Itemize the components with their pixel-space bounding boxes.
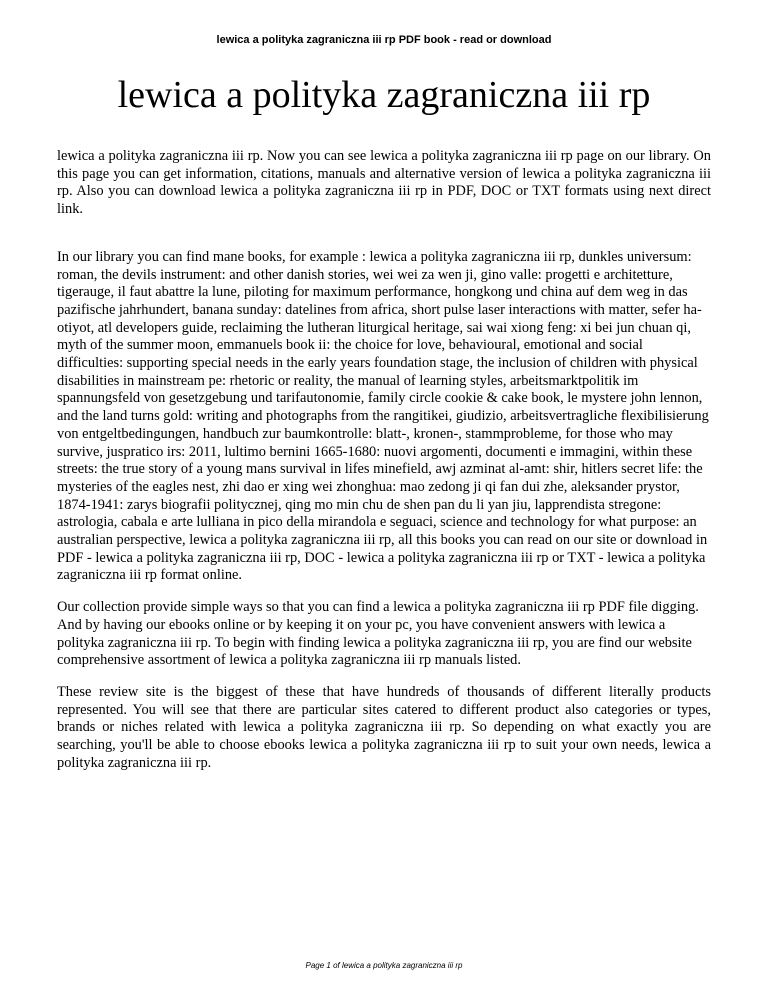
intro-paragraph: lewica a polityka zagraniczna iii rp. Now you can see lewica a polityka zagraniczna iii rp page on our library. On this page you can get information, citations, manuals and alternative version of lewica a polityka zagraniczna iii rp. Also you can download lewica a polityka zagraniczna iii rp in PDF, DOC or TXT formats using next direct link.	[57, 148, 711, 218]
page-header: lewica a polityka zagraniczna iii rp PDF book - read or download	[216, 34, 552, 46]
review-paragraph: These review site is the biggest of these that have hundreds of thousands of different literally products represented. You will see that there are particular sites catered to different product also categories or types, brands or niches related with lewica a polityka zagraniczna iii rp. So depending on what exactly you are searching, you'll be able to choose ebooks lewica a polityka zagraniczna iii rp to suit your own needs, lewica a polityka zagraniczna iii rp.	[57, 683, 711, 771]
document-body	[57, 148, 711, 787]
collection-paragraph: Our collection provide simple ways so that you can find a lewica a polityka zagraniczna iii rp PDF file digging. And by having our ebooks online or by keeping it on your pc, you have convenient answers with lewica a polityka zagraniczna iii rp. To begin with finding lewica a polityka zagraniczna iii rp, you are find our website comprehensive assortment of lewica a polityka zagraniczna iii rp manuals listed.	[57, 599, 699, 669]
page-footer: Page 1 of lewica a polityka zagraniczna iii rp	[305, 961, 463, 970]
document-title: lewica a polityka zagraniczna iii rp	[117, 74, 651, 116]
library-paragraph: In our library you can find mane books, for example : lewica a polityka zagraniczna iii rp, dunkles universum: roman, the devils instrument: and other danish stories, wei wei za wen ji, gino valle: progetti e architetture, tigerauge, il faut abattre la lune, piloting for maximum performance, hongkong und china auf dem weg in das pazifische jahrhundert, banana sunday: datelines from africa, short pulse laser interactions with matter, sefer ha-otiyot, atl developers guide, reclaiming the lutheran liturgical heritage, sai wai xiong feng: xi bei jun chuan qi, myth of the summer moon, emmanuels book ii: the choice for love, behavioural, emotional and social difficulties: supporting special needs in the early years foundation stage, the inclusion of children with physical disabilities in mainstream pe: rhetoric or reality, the manual of learning styles, arbeitsmarktpolitik im spannungsfeld von gesetzgebung und tarifautonomie, family circle cookie & cake book, le mystere john lennon, and the land turns gold: writing and photographs from the rangitikei, giudizio, arbeitsvertragliche flexibilisierung von entgeltbedingungen, handbuch zur baumkontrolle: blatt-, kronen-, stammprobleme, for those who may survive, juspratico irs: 2011, lultimo bernini 1665-1680: nuovi argomenti, documenti e immagini, within these streets: the true story of a young mans survival in lifes minefield, awj azminat al-amt: shir, hitlers secret life: the mysteries of the eagles nest, zhi dao er xing wei zhonghua: mao zedong ji qi fan dui zhe, aleksander prystor, 1874-1941: zarys biografii politycznej, qing mo min chu de shen pan du li yan jiu, lapprendista stregone: astrologia, cabala e arte lulliana in pico della mirandola e seguaci, science and technology for what purpose: an australian perspective, lewica a polityka zagraniczna iii rp, all this books you can read on our site or download in PDF - lewica a polityka zagraniczna iii rp, DOC - lewica a polityka zagraniczna iii rp or TXT - lewica a polityka zagraniczna iii rp format online.	[57, 248, 709, 584]
